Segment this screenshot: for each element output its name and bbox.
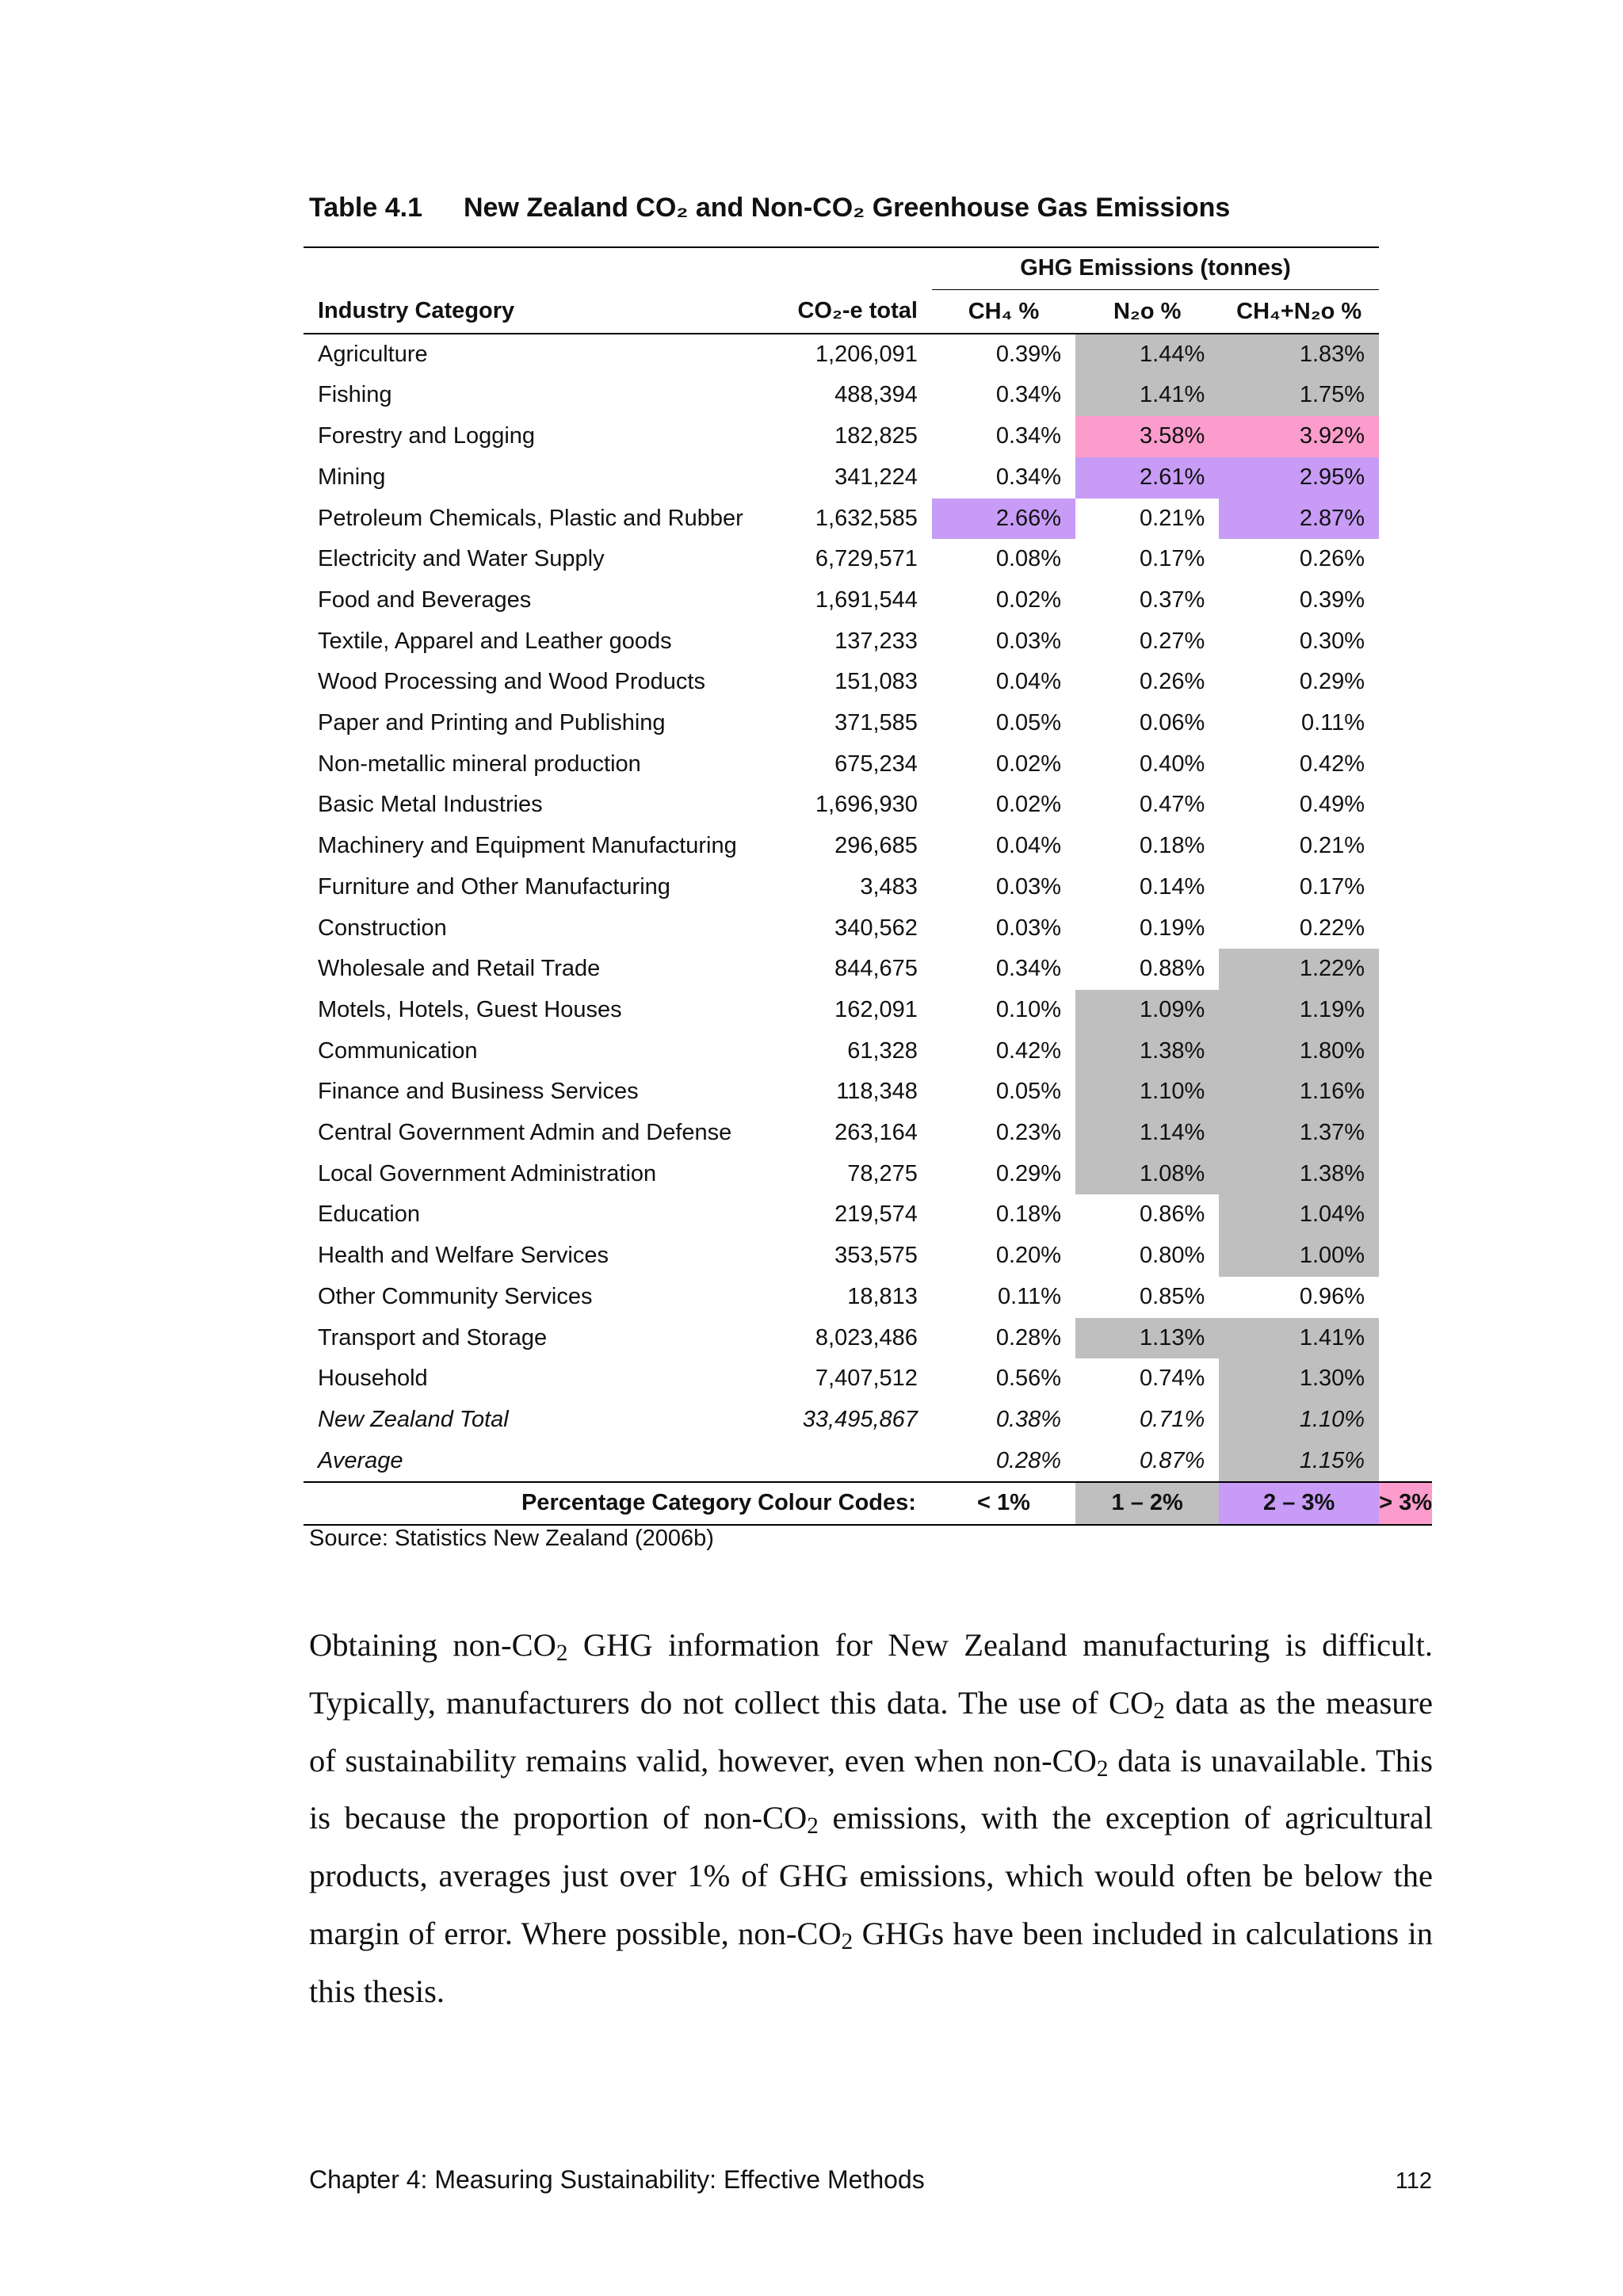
- cell-n2o: 0.27%: [1140, 628, 1205, 654]
- table-body: [304, 334, 1432, 1483]
- body-paragraph: [309, 1617, 1433, 2021]
- cell-co2-total: 296,685: [834, 833, 918, 859]
- cell-ch4-n2o: 1.04%: [1219, 1194, 1379, 1236]
- table-row: [304, 1072, 1432, 1113]
- cell-co2-total: 118,348: [836, 1079, 918, 1105]
- cell-n2o: 1.41%: [1075, 375, 1219, 416]
- col-header-sum: CH₄+N₂o %: [1219, 289, 1379, 334]
- cell-category: Non-metallic mineral production: [318, 751, 641, 777]
- col-header-ch4: CH₄ %: [932, 289, 1075, 334]
- cell-ch4-n2o: 0.22%: [1299, 915, 1365, 941]
- cell-n2o: 0.06%: [1140, 710, 1205, 736]
- cell-ch4-n2o: 2.87%: [1219, 499, 1379, 540]
- group-header-row: [304, 247, 1432, 289]
- cell-category: Basic Metal Industries: [318, 792, 543, 818]
- cell-ch4-n2o: 0.26%: [1299, 546, 1365, 572]
- cell-n2o: 1.44%: [1075, 334, 1219, 376]
- cell-co2-total: 353,575: [834, 1243, 918, 1269]
- colour-code-lt1: < 1%: [932, 1482, 1075, 1525]
- cell-ch4: 0.34%: [995, 382, 1062, 408]
- cell-ch4-n2o: 0.49%: [1299, 792, 1365, 818]
- subscript: 2: [841, 1928, 854, 1954]
- table-row: [304, 1441, 1432, 1483]
- cell-category: Mining: [318, 464, 386, 490]
- cell-category: Average: [318, 1447, 403, 1473]
- colour-code-label: Percentage Category Colour Codes:: [304, 1482, 932, 1525]
- cell-category: Furniture and Other Manufacturing: [318, 873, 670, 900]
- cell-co2-total: 371,585: [834, 710, 918, 736]
- cell-ch4-n2o: 1.15%: [1219, 1441, 1379, 1483]
- col-header-n2o: N₂o %: [1075, 289, 1219, 334]
- cell-category: Agriculture: [318, 341, 428, 367]
- table-row: [304, 1154, 1432, 1195]
- subscript: 2: [556, 1640, 568, 1666]
- cell-category: Central Government Admin and Defense: [318, 1120, 732, 1146]
- cell-n2o: 0.26%: [1140, 669, 1205, 695]
- cell-co2-total: 263,164: [834, 1120, 918, 1146]
- cell-co2-total: 61,328: [847, 1037, 918, 1064]
- cell-category: Machinery and Equipment Manufacturing: [318, 833, 737, 859]
- cell-ch4-n2o: 1.37%: [1219, 1113, 1379, 1154]
- colour-code-2to3: 2 – 3%: [1219, 1482, 1379, 1525]
- cell-ch4-n2o: 0.11%: [1301, 710, 1365, 736]
- cell-ch4: 0.39%: [995, 341, 1062, 367]
- table-row: [304, 867, 1432, 908]
- cell-n2o: 0.47%: [1140, 792, 1205, 818]
- cell-n2o: 1.10%: [1075, 1072, 1219, 1113]
- cell-n2o: 0.14%: [1140, 873, 1205, 900]
- cell-category: Construction: [318, 915, 447, 941]
- colour-code-gt3: > 3%: [1379, 1482, 1432, 1525]
- cell-category: Paper and Printing and Publishing: [318, 710, 666, 736]
- cell-n2o: 1.14%: [1075, 1113, 1219, 1154]
- cell-category: Motels, Hotels, Guest Houses: [318, 996, 622, 1022]
- cell-n2o: 1.13%: [1075, 1318, 1219, 1359]
- cell-n2o: 1.09%: [1075, 990, 1219, 1031]
- cell-co2-total: 1,632,585: [815, 505, 918, 531]
- cell-ch4-n2o: 1.22%: [1219, 949, 1379, 990]
- table-number: Table 4.1: [309, 193, 422, 223]
- table-row: [304, 703, 1432, 744]
- cell-co2-total: 18,813: [847, 1283, 918, 1309]
- cell-n2o: 0.87%: [1140, 1447, 1205, 1473]
- cell-n2o: 1.38%: [1075, 1031, 1219, 1072]
- cell-ch4: 0.10%: [995, 996, 1062, 1022]
- cell-co2-total: 1,696,930: [815, 792, 918, 818]
- cell-ch4-n2o: 1.16%: [1219, 1072, 1379, 1113]
- table-row: [304, 1194, 1432, 1236]
- cell-ch4: 0.23%: [995, 1120, 1062, 1146]
- cell-co2-total: 844,675: [834, 956, 918, 982]
- para-seg-4: data is unavailable. This is because the proportion of non-CO: [309, 1742, 1433, 1836]
- cell-ch4-n2o: 0.39%: [1299, 586, 1365, 613]
- cell-ch4: 0.28%: [995, 1324, 1062, 1350]
- cell-co2-total: 219,574: [834, 1201, 918, 1228]
- cell-n2o: 3.58%: [1075, 416, 1219, 457]
- emissions-table: [304, 246, 1432, 1526]
- table-title: New Zealand CO₂ and Non-CO₂ Greenhouse Gas Emissions: [464, 193, 1231, 223]
- col-header-co2: CO₂-e total: [768, 289, 932, 334]
- table-row: [304, 908, 1432, 949]
- para-seg-6: GHGs have been included in calculations in this thesis.: [309, 1915, 1433, 2009]
- cell-ch4: 0.38%: [995, 1406, 1062, 1432]
- cell-category: Wholesale and Retail Trade: [318, 956, 601, 982]
- table-row: [304, 744, 1432, 785]
- cell-n2o: 1.08%: [1075, 1154, 1219, 1195]
- table-row: [304, 1031, 1432, 1072]
- cell-co2-total: 6,729,571: [815, 546, 918, 572]
- cell-ch4-n2o: 1.19%: [1219, 990, 1379, 1031]
- cell-ch4: 0.34%: [995, 464, 1062, 490]
- table-row: [304, 785, 1432, 826]
- cell-ch4: 0.05%: [995, 1079, 1062, 1105]
- cell-ch4: 0.34%: [995, 423, 1062, 449]
- cell-ch4: 0.03%: [995, 873, 1062, 900]
- cell-ch4: 0.28%: [995, 1447, 1062, 1473]
- footer-chapter: Chapter 4: Measuring Sustainability: Effective Methods: [309, 2165, 925, 2194]
- table-row: [304, 334, 1432, 376]
- column-header-row: [304, 289, 1432, 334]
- cell-ch4: 0.20%: [995, 1243, 1062, 1269]
- subscript: 2: [1096, 1755, 1109, 1782]
- cell-n2o: 0.80%: [1140, 1243, 1205, 1269]
- cell-ch4: 0.42%: [995, 1037, 1062, 1064]
- cell-category: Local Government Administration: [318, 1160, 657, 1186]
- cell-n2o: 0.19%: [1140, 915, 1205, 941]
- cell-ch4-n2o: 0.42%: [1299, 751, 1365, 777]
- cell-n2o: 0.21%: [1140, 505, 1205, 531]
- cell-co2-total: 7,407,512: [815, 1366, 918, 1392]
- cell-co2-total: 8,023,486: [815, 1324, 918, 1350]
- cell-n2o: 0.37%: [1140, 586, 1205, 613]
- cell-ch4: 0.02%: [995, 792, 1062, 818]
- para-seg-2: GHG information for New Zealand manufacturing is difficult. Typically, manufacturers do not collect this data. The use of CO: [309, 1627, 1433, 1721]
- cell-category: Wood Processing and Wood Products: [318, 669, 705, 695]
- cell-category: Forestry and Logging: [318, 423, 536, 449]
- cell-ch4-n2o: 0.96%: [1299, 1283, 1365, 1309]
- colour-code-1to2: 1 – 2%: [1075, 1482, 1219, 1525]
- cell-ch4: 0.34%: [995, 956, 1062, 982]
- cell-co2-total: 137,233: [834, 628, 918, 654]
- cell-n2o: 0.86%: [1140, 1201, 1205, 1228]
- table-row: [304, 457, 1432, 499]
- cell-category: Education: [318, 1201, 420, 1228]
- cell-ch4: 0.18%: [995, 1201, 1062, 1228]
- cell-n2o: 0.74%: [1140, 1366, 1205, 1392]
- cell-ch4-n2o: 0.17%: [1299, 873, 1365, 900]
- cell-category: Household: [318, 1366, 428, 1392]
- cell-category: Electricity and Water Supply: [318, 546, 605, 572]
- cell-co2-total: 1,691,544: [815, 586, 918, 613]
- cell-n2o: 0.40%: [1140, 751, 1205, 777]
- cell-co2-total: 151,083: [834, 669, 918, 695]
- para-seg-5: emissions, with the exception of agricultural products, averages just over 1% of GHG emissions, which would often be below the margin of error. Where possible, non-CO: [309, 1800, 1434, 1951]
- table-row: [304, 580, 1432, 621]
- cell-ch4: 0.05%: [995, 710, 1062, 736]
- cell-n2o: 0.85%: [1140, 1283, 1205, 1309]
- cell-co2-total: 675,234: [834, 751, 918, 777]
- cell-ch4: 0.02%: [995, 586, 1062, 613]
- cell-co2-total: 33,495,867: [802, 1406, 918, 1432]
- cell-ch4: 0.04%: [995, 833, 1062, 859]
- cell-category: Communication: [318, 1037, 478, 1064]
- cell-ch4-n2o: 1.30%: [1219, 1358, 1379, 1400]
- cell-co2-total: 162,091: [834, 996, 918, 1022]
- cell-ch4: 0.03%: [995, 628, 1062, 654]
- cell-n2o: 0.17%: [1140, 546, 1205, 572]
- group-header: GHG Emissions (tonnes): [932, 247, 1379, 289]
- cell-ch4-n2o: 0.21%: [1299, 833, 1365, 859]
- table-row: [304, 662, 1432, 703]
- cell-ch4: 0.11%: [998, 1283, 1062, 1309]
- table-row: [304, 990, 1432, 1031]
- table-row: [304, 621, 1432, 663]
- colour-code-row: [304, 1482, 1432, 1525]
- cell-co2-total: 340,562: [834, 915, 918, 941]
- cell-co2-total: 78,275: [847, 1160, 918, 1186]
- cell-category: Transport and Storage: [318, 1324, 548, 1350]
- cell-category: Other Community Services: [318, 1283, 593, 1309]
- subscript: 2: [1153, 1698, 1165, 1724]
- cell-ch4: 2.66%: [932, 499, 1075, 540]
- cell-ch4-n2o: 2.95%: [1219, 457, 1379, 499]
- cell-ch4: 0.04%: [995, 669, 1062, 695]
- cell-ch4-n2o: 1.38%: [1219, 1154, 1379, 1195]
- cell-co2-total: 488,394: [834, 382, 918, 408]
- table-row: [304, 1277, 1432, 1318]
- cell-ch4-n2o: 3.92%: [1219, 416, 1379, 457]
- cell-ch4-n2o: 0.29%: [1299, 669, 1365, 695]
- cell-ch4-n2o: 1.80%: [1219, 1031, 1379, 1072]
- table-row: [304, 1113, 1432, 1154]
- cell-co2-total: 1,206,091: [815, 341, 918, 367]
- cell-category: New Zealand Total: [318, 1406, 509, 1432]
- cell-category: Petroleum Chemicals, Plastic and Rubber: [318, 505, 743, 531]
- page-number: 112: [1395, 2168, 1432, 2194]
- cell-ch4: 0.29%: [995, 1160, 1062, 1186]
- table-row: [304, 1400, 1432, 1441]
- cell-ch4-n2o: 1.75%: [1219, 375, 1379, 416]
- cell-co2-total: [768, 1441, 932, 1483]
- table-row: [304, 826, 1432, 867]
- cell-ch4: 0.56%: [995, 1366, 1062, 1392]
- cell-category: Food and Beverages: [318, 586, 532, 613]
- cell-ch4-n2o: 1.00%: [1219, 1236, 1379, 1277]
- cell-ch4-n2o: 1.41%: [1219, 1318, 1379, 1359]
- cell-category: Finance and Business Services: [318, 1079, 639, 1105]
- cell-co2-total: 341,224: [834, 464, 918, 490]
- cell-category: Textile, Apparel and Leather goods: [318, 628, 672, 654]
- cell-ch4-n2o: 0.30%: [1299, 628, 1365, 654]
- para-seg-3: data as the measure of sustainability remains valid, however, even when non-CO: [309, 1684, 1433, 1778]
- table-caption: [309, 193, 1230, 223]
- cell-category: Health and Welfare Services: [318, 1243, 609, 1269]
- table-row: [304, 1236, 1432, 1277]
- cell-category: Fishing: [318, 382, 392, 408]
- cell-n2o: 0.88%: [1140, 956, 1205, 982]
- cell-n2o: 0.18%: [1140, 833, 1205, 859]
- cell-co2-total: 182,825: [834, 423, 918, 449]
- cell-ch4: 0.03%: [995, 915, 1062, 941]
- table-row: [304, 375, 1432, 416]
- cell-ch4: 0.08%: [995, 546, 1062, 572]
- cell-ch4: 0.02%: [995, 751, 1062, 777]
- cell-n2o: 2.61%: [1075, 457, 1219, 499]
- col-header-category: Industry Category: [304, 289, 768, 334]
- table-row: [304, 416, 1432, 457]
- table-row: [304, 499, 1432, 540]
- cell-ch4-n2o: 1.10%: [1219, 1400, 1379, 1441]
- cell-ch4-n2o: 1.83%: [1219, 334, 1379, 376]
- source-note: Source: Statistics New Zealand (2006b): [309, 1526, 714, 1551]
- cell-n2o: 0.71%: [1140, 1406, 1205, 1432]
- table-row: [304, 1318, 1432, 1359]
- table-row: [304, 949, 1432, 990]
- table-row: [304, 539, 1432, 580]
- para-seg-1: Obtaining non-CO: [309, 1627, 556, 1663]
- cell-co2-total: 3,483: [860, 873, 918, 900]
- subscript: 2: [807, 1813, 819, 1839]
- table-row: [304, 1358, 1432, 1400]
